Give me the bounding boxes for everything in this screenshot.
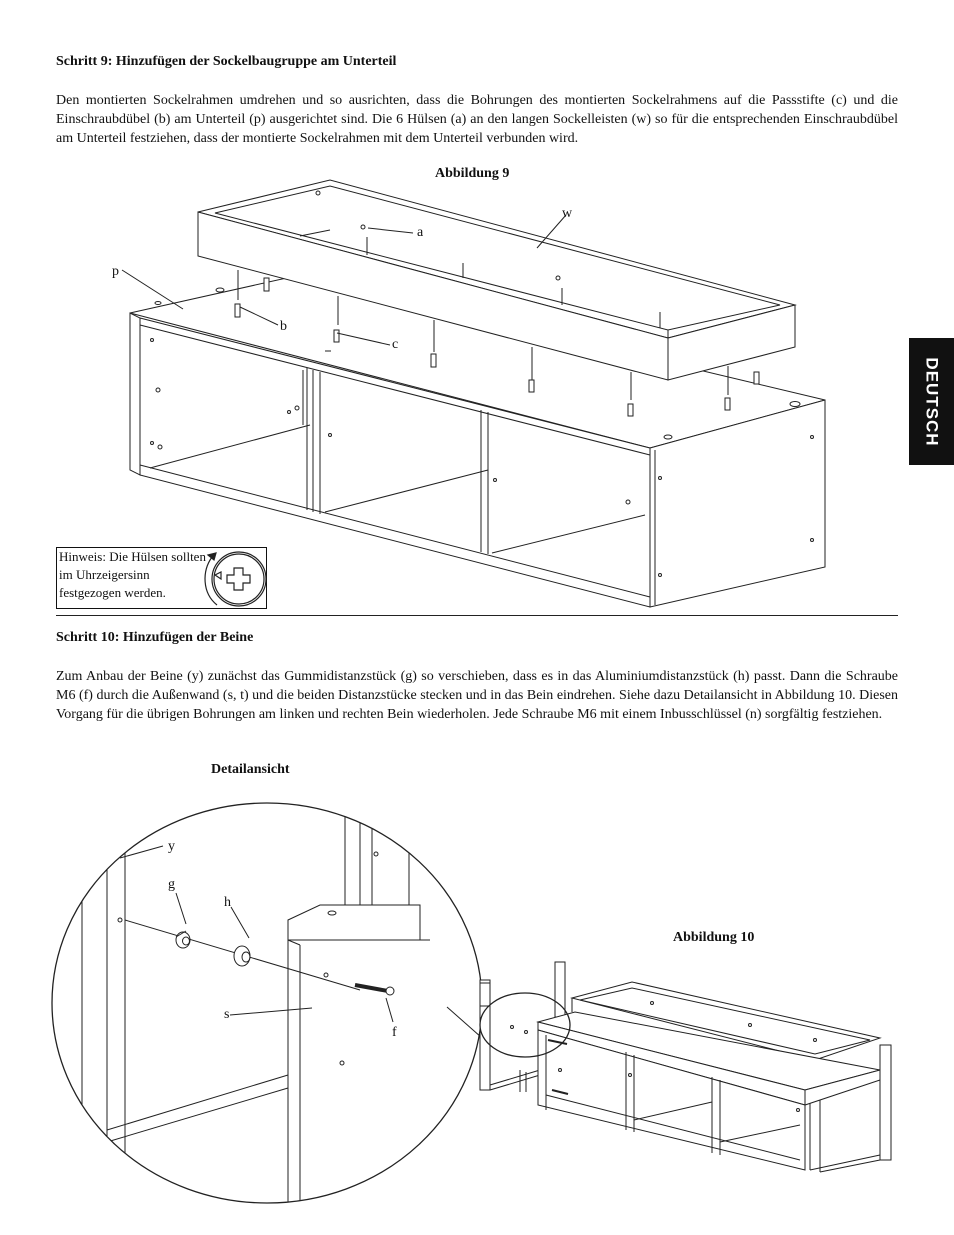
label-b: b <box>280 319 287 334</box>
label-a: a <box>417 225 424 240</box>
label-c: c <box>392 337 399 352</box>
step10-paragraph: Zum Anbau der Beine (y) zunächst das Gummidistanzstück (g) so verschieben, dass es in das Aluminiumdistanzstück (h) passt. Dann die Schraube M6 (f) durch die Außenwand (s, t) und die beiden Distanzstücke stecken und in das Bein eindrehen. Siehe dazu Detailansicht in Abbildung 10. Diesen Vorgang für die übrigen Bohrungen am linken und rechten Bein wiederholen. Jede Schraube M6 mit einem Inbusschlüssel (n) sorgfältig festziehen. <box>56 669 898 722</box>
figure9-caption: Abbildung 9 <box>435 166 510 181</box>
label-g: g <box>168 877 175 892</box>
label-f: f <box>392 1025 397 1040</box>
label-s: s <box>224 1007 230 1022</box>
figure10-caption: Abbildung 10 <box>673 930 755 945</box>
note-text: Hinweis: Die Hülsen sollten im Uhrzeigersinn festgezogen werden. <box>59 549 206 600</box>
clockwise-screw-icon <box>202 551 268 609</box>
section-divider <box>56 615 898 616</box>
detail-caption: Detailansicht <box>211 762 290 777</box>
label-h: h <box>224 895 231 910</box>
figure10-drawing <box>0 780 954 1235</box>
step10-heading: Schritt 10: Hinzufügen der Beine <box>56 630 254 645</box>
label-p: p <box>112 264 119 279</box>
label-y: y <box>168 839 175 854</box>
step9-heading: Schritt 9: Hinzufügen der Sockelbaugruppe am Unterteil <box>56 54 397 69</box>
base-left-panel <box>130 313 140 475</box>
step9-paragraph: Den montierten Sockelrahmen umdrehen und so ausrichten, dass die Bohrungen des montierten Sockelrahmens auf die Passstifte (c) und die Einschraubdübel (b) am Unterteil (p) ausgerichtet sind. Die 6 Hülsen (a) an den langen Sockelleisten (w) so für die entsprechenden Einschraubdübel am Unterteil festziehen, dass der montierte Sockelrahmen mit dem Unterteil verbunden wird. <box>56 93 898 146</box>
note-box <box>56 547 267 609</box>
language-tab-label: DEUTSCH <box>922 356 942 447</box>
label-w: w <box>562 206 573 221</box>
